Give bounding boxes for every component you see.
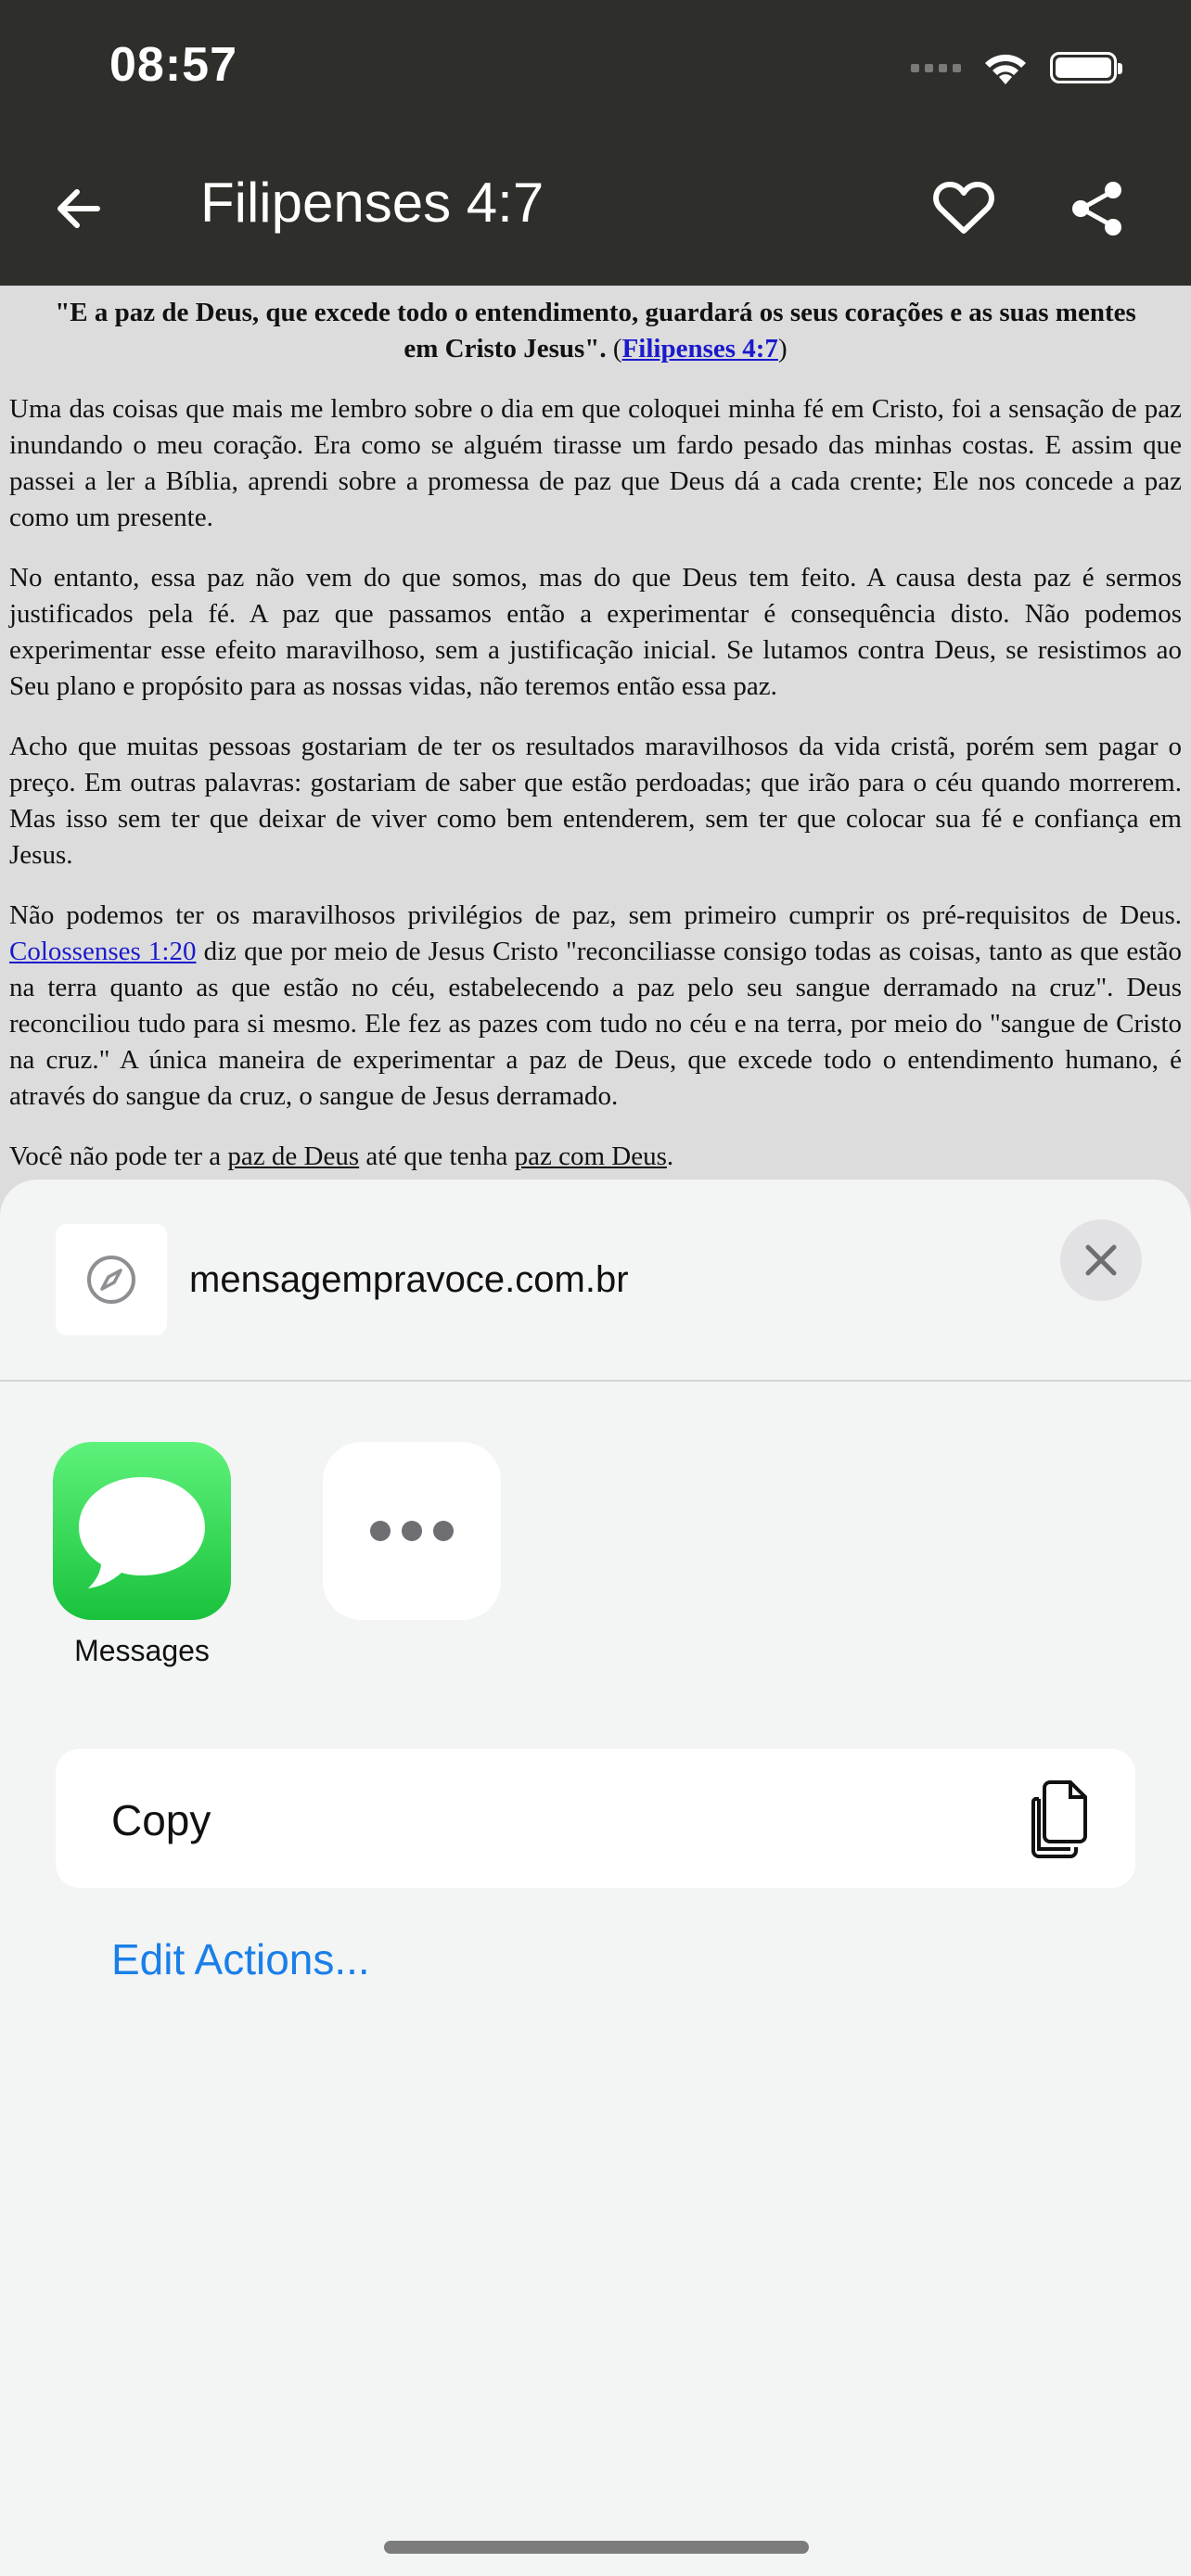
battery-icon [1050, 52, 1117, 83]
paragraph-4 [9, 898, 1182, 1115]
paz-com-deus-link[interactable]: paz com Deus [514, 1141, 667, 1171]
paragraph-5-text-a: Você não pode ter a [9, 1141, 228, 1171]
share-button[interactable] [1056, 167, 1139, 250]
more-apps-button[interactable] [323, 1442, 501, 1620]
page-title: Filipenses 4:7 [200, 172, 544, 234]
article-body [9, 295, 1182, 1199]
messages-icon [70, 1466, 214, 1596]
site-thumbnail [56, 1224, 167, 1335]
back-button[interactable] [37, 167, 121, 250]
cellular-signal-icon [911, 64, 961, 72]
paz-de-deus-link[interactable]: paz de Deus [227, 1141, 360, 1171]
messages-app-label: Messages [74, 1634, 210, 1667]
favorite-button[interactable] [922, 167, 1005, 250]
app-header [0, 0, 1191, 286]
paragraph-5-text-c: . [666, 1141, 674, 1171]
back-arrow-icon [53, 183, 105, 235]
edit-actions-link[interactable]: Edit Actions... [111, 1935, 370, 1983]
paragraph-1: Uma das coisas que mais me lembro sobre o dia em que coloquei minha fé em Cristo, foi a sensação de paz inundando o meu coração. Era como se alguém tirasse um fardo pesado das minhas costas. E assim que passei a ler a Bíblia, aprendi sobre a promessa de paz que Deus dá a cada crente; Ele nos concede a paz como um presente. [9, 394, 1182, 532]
verse-ref-link[interactable]: Filipenses 4:7 [621, 334, 778, 363]
wifi-icon [981, 49, 1030, 86]
paragraph-5-text-b: até que tenha [359, 1141, 515, 1171]
copy-action[interactable] [56, 1749, 1135, 1888]
verse-text: "E a paz de Deus, que excede todo o entendimento, guardará os seus corações e as suas mentes em Cristo Jesus". [55, 298, 1136, 363]
share-sheet [0, 1180, 1191, 2576]
close-share-sheet-button[interactable] [1060, 1219, 1142, 1301]
colossenses-link[interactable]: Colossenses 1:20 [9, 937, 197, 966]
verse-ref-close: ) [777, 334, 788, 363]
verse-quote [9, 295, 1182, 367]
verse-ref-open: ( [606, 334, 622, 363]
paragraph-4-text-a: Não podemos ter os maravilhosos privilégios de paz, sem primeiro cumprir os pré-requisitos de Deus. [9, 900, 1182, 930]
paragraph-4-text-b: diz que por meio de Jesus Cristo "reconciliasse consigo todas as coisas, tanto as que estão na terra quanto as que estão no céu, estabelecendo a paz pelo seu sangue derramado na cruz". Deus reconciliou tudo para si mesmo. Ele fez as pazes com tudo no céu e na terra, por meio do "sangue de Cristo na cruz." A única maneira de experimentar a paz de Deus, que excede todo o entendimento humano, é através do sangue da cruz, o sangue de Jesus derramado. [9, 937, 1182, 1111]
home-indicator[interactable] [384, 2541, 809, 2554]
share-icon [1069, 180, 1126, 237]
paragraph-2: No entanto, essa paz não vem do que somos, mas do que Deus tem feito. A causa desta paz é sermos justificados pela fé. A paz que passamos então a experimentar é consequência disto. Não podemos experimentar esse efeito maravilhoso, sem a justificação inicial. Se lutamos contra Deus, se resistimos ao Seu plano e propósito para as nossas vidas, não teremos então essa paz. [9, 563, 1182, 701]
share-sheet-header [0, 1180, 1191, 1382]
more-icon [365, 1517, 458, 1545]
heart-icon [933, 181, 994, 236]
paragraph-5 [9, 1139, 1182, 1175]
shared-site-name: mensagempravoce.com.br [189, 1259, 629, 1300]
compass-icon [85, 1254, 137, 1306]
close-icon [1082, 1242, 1120, 1279]
messages-app-button[interactable] [53, 1442, 231, 1620]
copy-icon [1030, 1779, 1095, 1858]
copy-label: Copy [111, 1796, 211, 1844]
status-time: 08:57 [109, 38, 237, 92]
paragraph-3: Acho que muitas pessoas gostariam de ter os resultados maravilhosos da vida cristã, porém sem pagar o preço. Em outras palavras: gostariam de saber que estão perdoadas; que irão para o céu quando morrerem. Mas isso sem ter que deixar de viver como bem entenderem, sem ter que colocar sua fé e confiança em Jesus. [9, 732, 1182, 870]
status-icons [911, 46, 1117, 89]
